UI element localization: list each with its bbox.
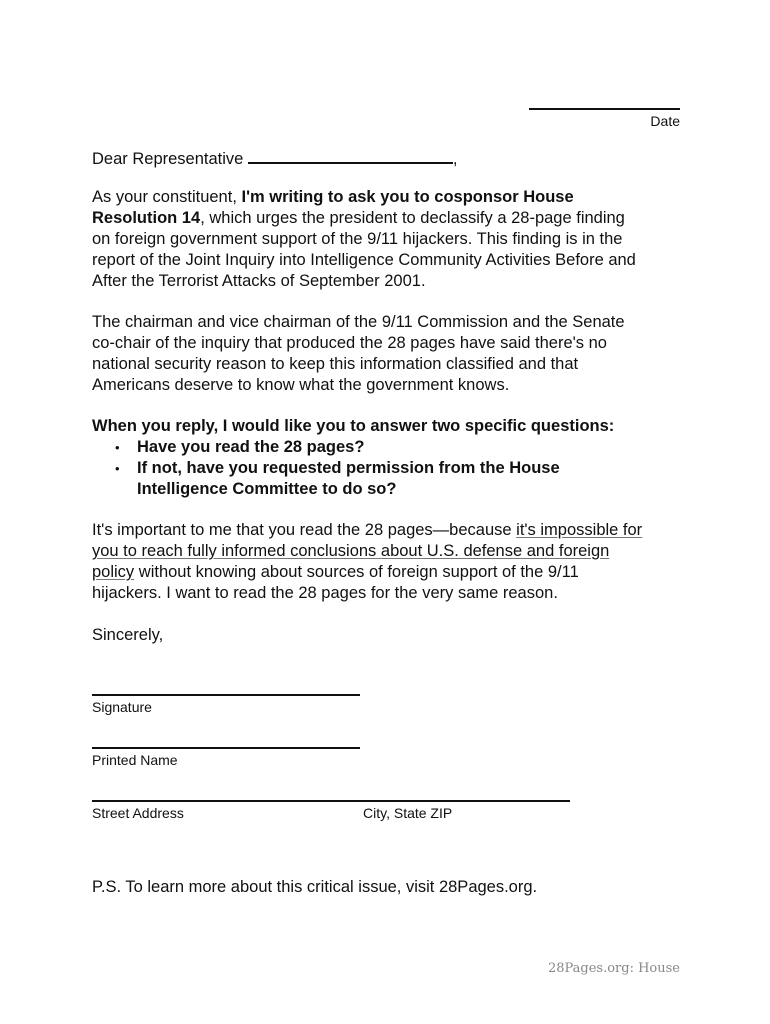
- street-address-label: Street Address: [92, 805, 184, 821]
- para1-line4: report of the Joint Inquiry into Intelligence Community Activities Before and: [92, 251, 636, 269]
- para2-line3: national security reason to keep this information classified and that: [92, 355, 579, 373]
- date-label: Date: [650, 113, 680, 129]
- para2-line4: Americans deserve to know what the government knows.: [92, 376, 510, 394]
- postscript: P.S. To learn more about this critical issue, visit 28Pages.org.: [92, 878, 538, 896]
- salutation: [92, 148, 458, 170]
- para1-bold-resolution: Resolution 14: [92, 209, 201, 227]
- salutation-suffix: ,: [452, 150, 458, 168]
- paragraph-commission-statement: [92, 312, 625, 396]
- para1-text: As your constituent,: [92, 188, 242, 206]
- policy-link-part2[interactable]: you to reach fully informed conclusions about U.S. defense and foreign: [92, 542, 610, 560]
- salutation-prefix: Dear Representative: [92, 150, 244, 168]
- bullet-icon: •: [115, 461, 120, 476]
- para2-line1: The chairman and vice chairman of the 9/11 Commission and the Senate: [92, 313, 625, 331]
- question-2-line1: If not, have you requested permission from the House: [137, 459, 560, 477]
- questions-intro: When you reply, I would like you to answer two specific questions:: [92, 417, 615, 435]
- bullet-icon: •: [115, 440, 120, 455]
- city-state-zip-label: City, State ZIP: [363, 805, 453, 821]
- policy-link-part1[interactable]: it's impossible for: [516, 521, 643, 539]
- para1-text-2: , which urges the president to declassify a 28-page finding: [200, 209, 625, 227]
- representative-name-blank[interactable]: [248, 148, 453, 164]
- printed-name-line[interactable]: [92, 747, 360, 749]
- para3-text-2: without knowing about sources of foreign support of the 9/11: [134, 563, 579, 581]
- printed-name-label: Printed Name: [92, 752, 178, 768]
- signature-line[interactable]: [92, 694, 360, 696]
- question-2-line2: Intelligence Committee to do so?: [137, 480, 397, 498]
- para1-line3: on foreign government support of the 9/11 hijackers. This finding is in the: [92, 230, 623, 248]
- para3-line4: hijackers. I want to read the 28 pages for the very same reason.: [92, 584, 558, 602]
- para1-line5: After the Terrorist Attacks of September 2001.: [92, 272, 426, 290]
- questions-list: [92, 437, 614, 500]
- para1-bold-request: I'm writing to ask you to cosponsor House: [241, 188, 574, 206]
- address-line[interactable]: [92, 800, 570, 802]
- list-item: [92, 437, 614, 458]
- para3-text: It's important to me that you read the 28 pages—because: [92, 521, 517, 539]
- page-footer: 28Pages.org: House: [547, 961, 680, 976]
- paragraph-cosponsor-request: [92, 187, 636, 292]
- closing: Sincerely,: [92, 626, 164, 644]
- para2-line2: co-chair of the inquiry that produced the 28 pages have said there's no: [92, 334, 607, 352]
- signature-label: Signature: [92, 699, 152, 715]
- questions-block: [92, 416, 614, 500]
- list-item: [92, 458, 614, 500]
- paragraph-importance: [92, 520, 642, 604]
- question-1: Have you read the 28 pages?: [137, 438, 365, 456]
- date-signature-line: [529, 108, 680, 110]
- policy-link-part3[interactable]: policy: [92, 563, 135, 581]
